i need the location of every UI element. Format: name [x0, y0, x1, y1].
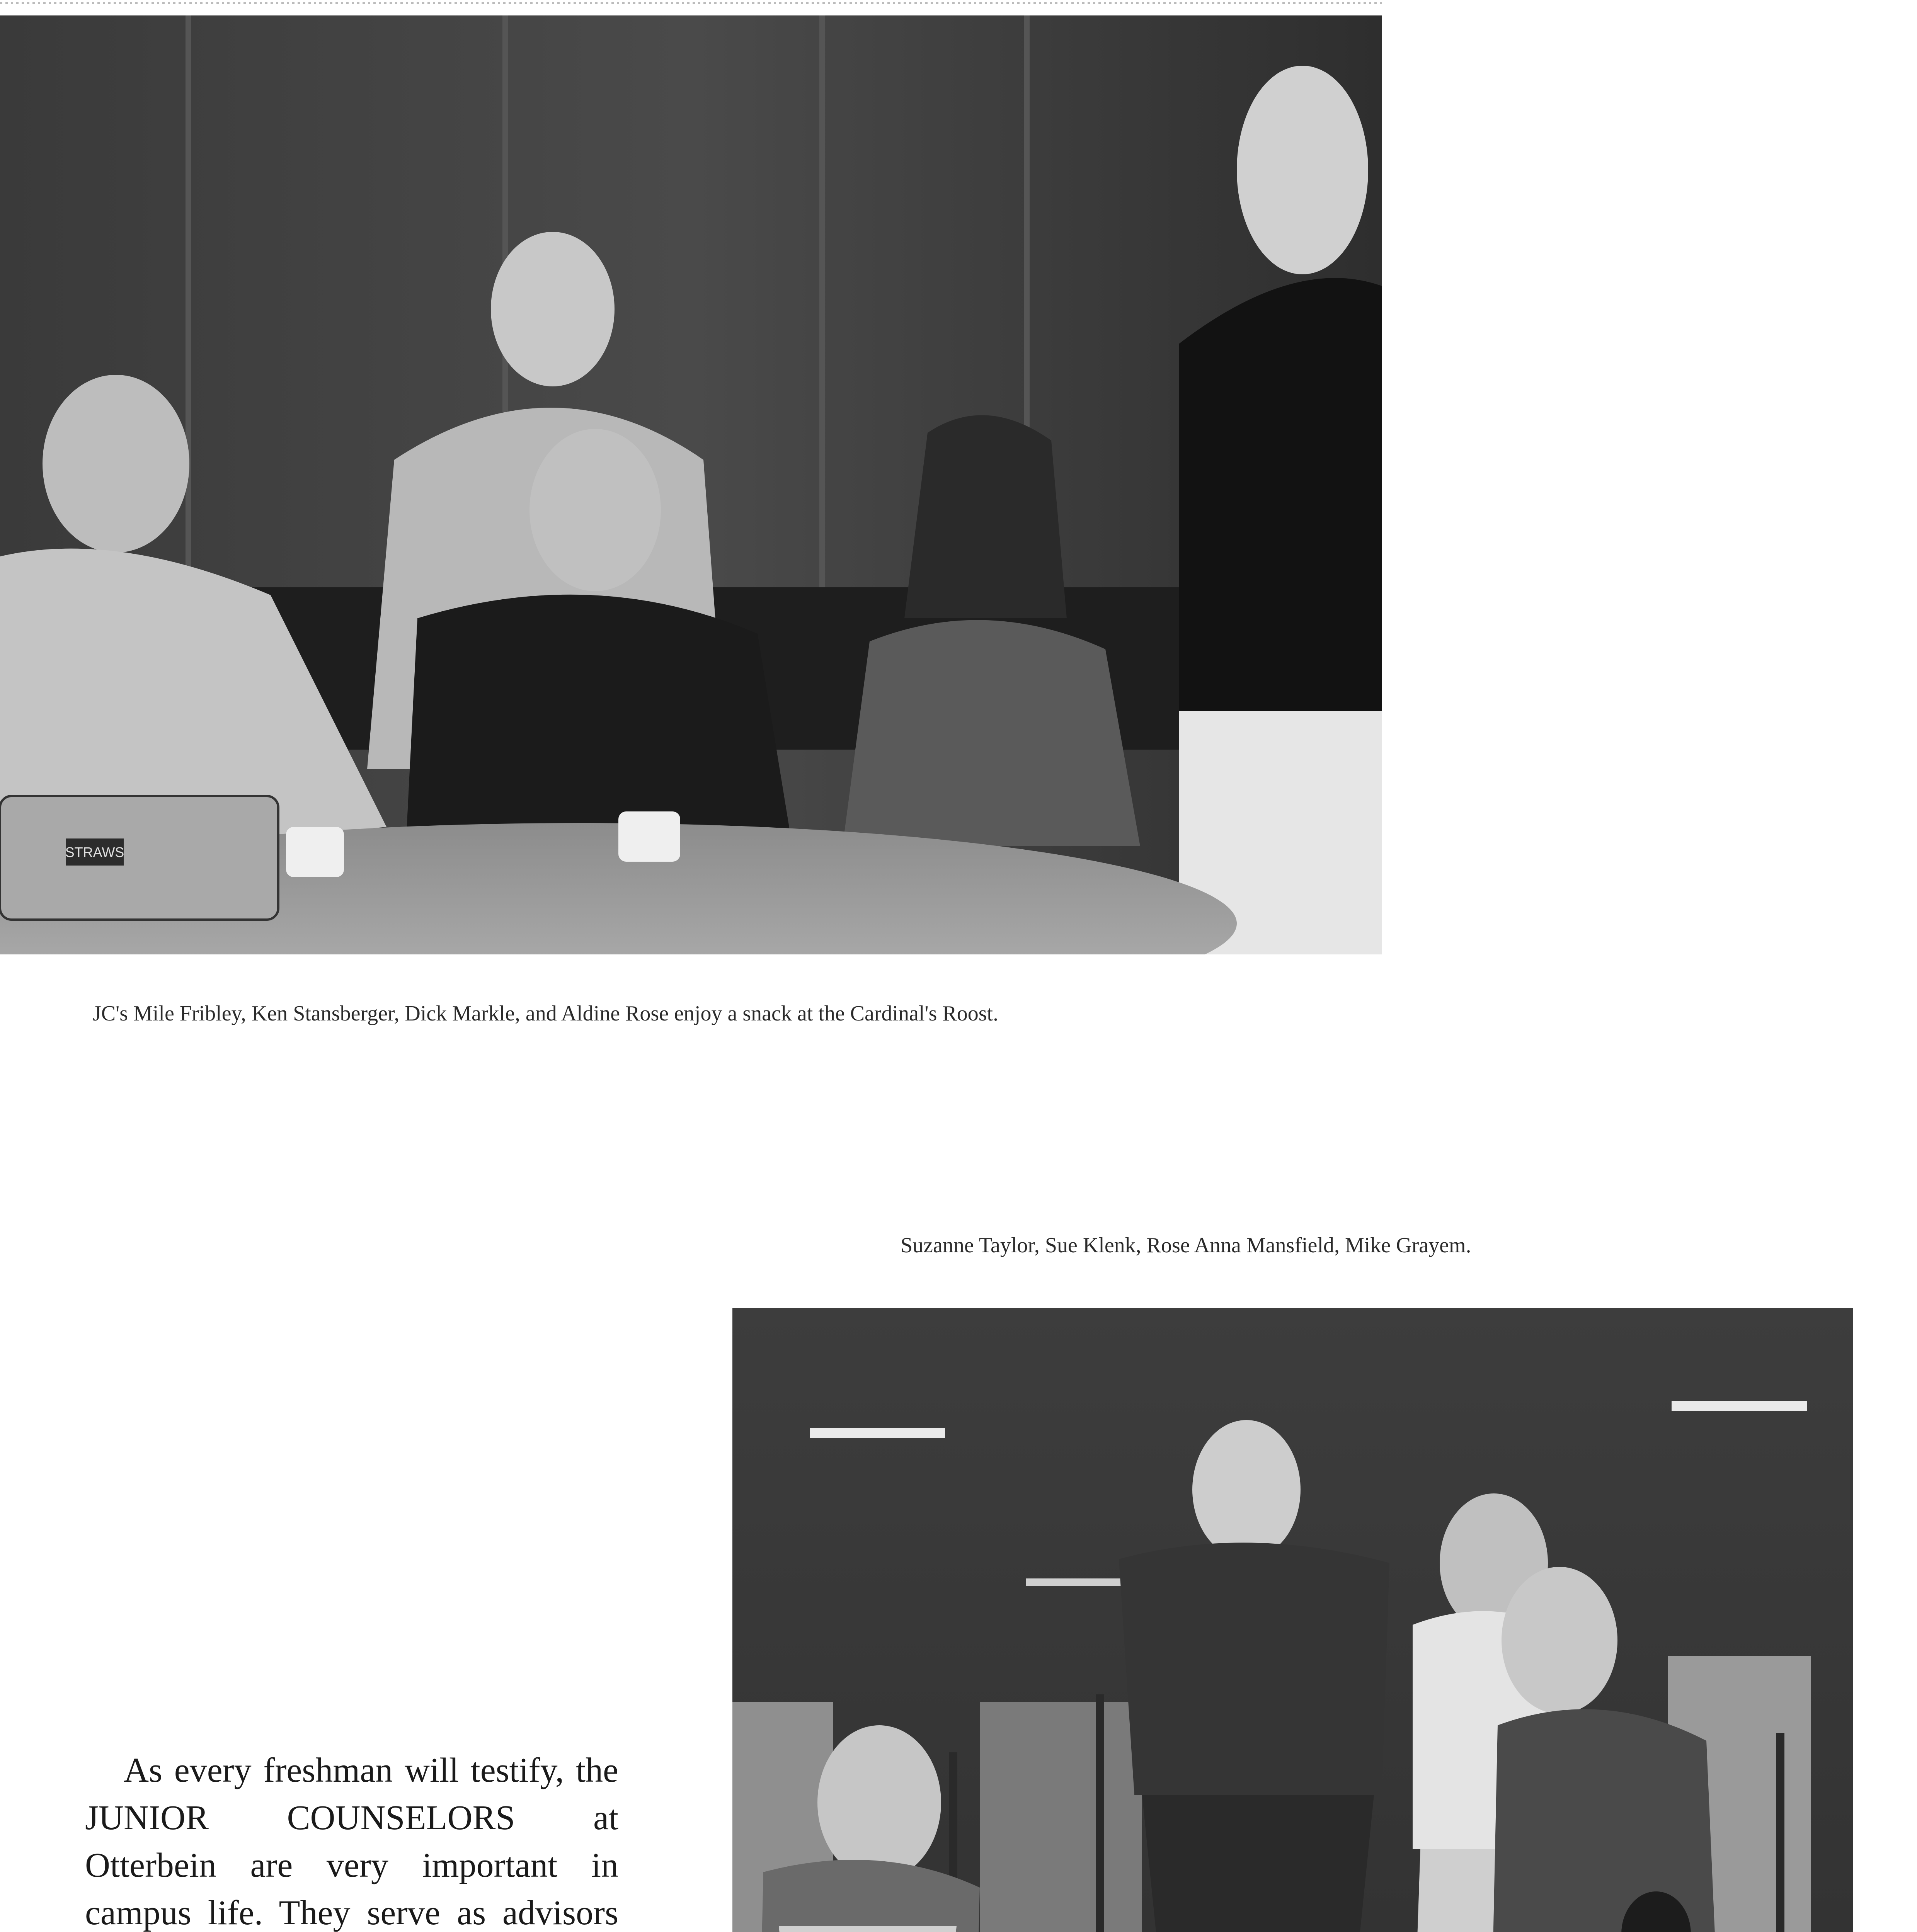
article-highlight: JUNIOR COUNSELORS — [85, 1799, 515, 1837]
caption-snack-bar: JC's Mile Fribley, Ken Stansberger, Dick Markle, and Aldine Rose enjoy a snack at the Cardinal's Roost. — [93, 1002, 999, 1026]
photo-staircase — [732, 1308, 1853, 1932]
photo-staircase-image — [732, 1308, 1853, 1932]
caption-staircase: Suzanne Taylor, Sue Klenk, Rose Anna Mansfield, Mike Grayem. — [901, 1233, 1471, 1257]
article-lead-before: As every freshman will testify, the — [124, 1751, 618, 1789]
article-lead-after: at Otterbein are very important in campus life. They serve as advisors — [85, 1799, 618, 1932]
photo-snack-bar-image — [0, 15, 1382, 954]
photo-snack-bar — [0, 15, 1382, 954]
top-edge-rule — [0, 2, 1382, 4]
straw-box-label: STRAWS — [65, 844, 124, 860]
article-body — [85, 1747, 618, 1932]
